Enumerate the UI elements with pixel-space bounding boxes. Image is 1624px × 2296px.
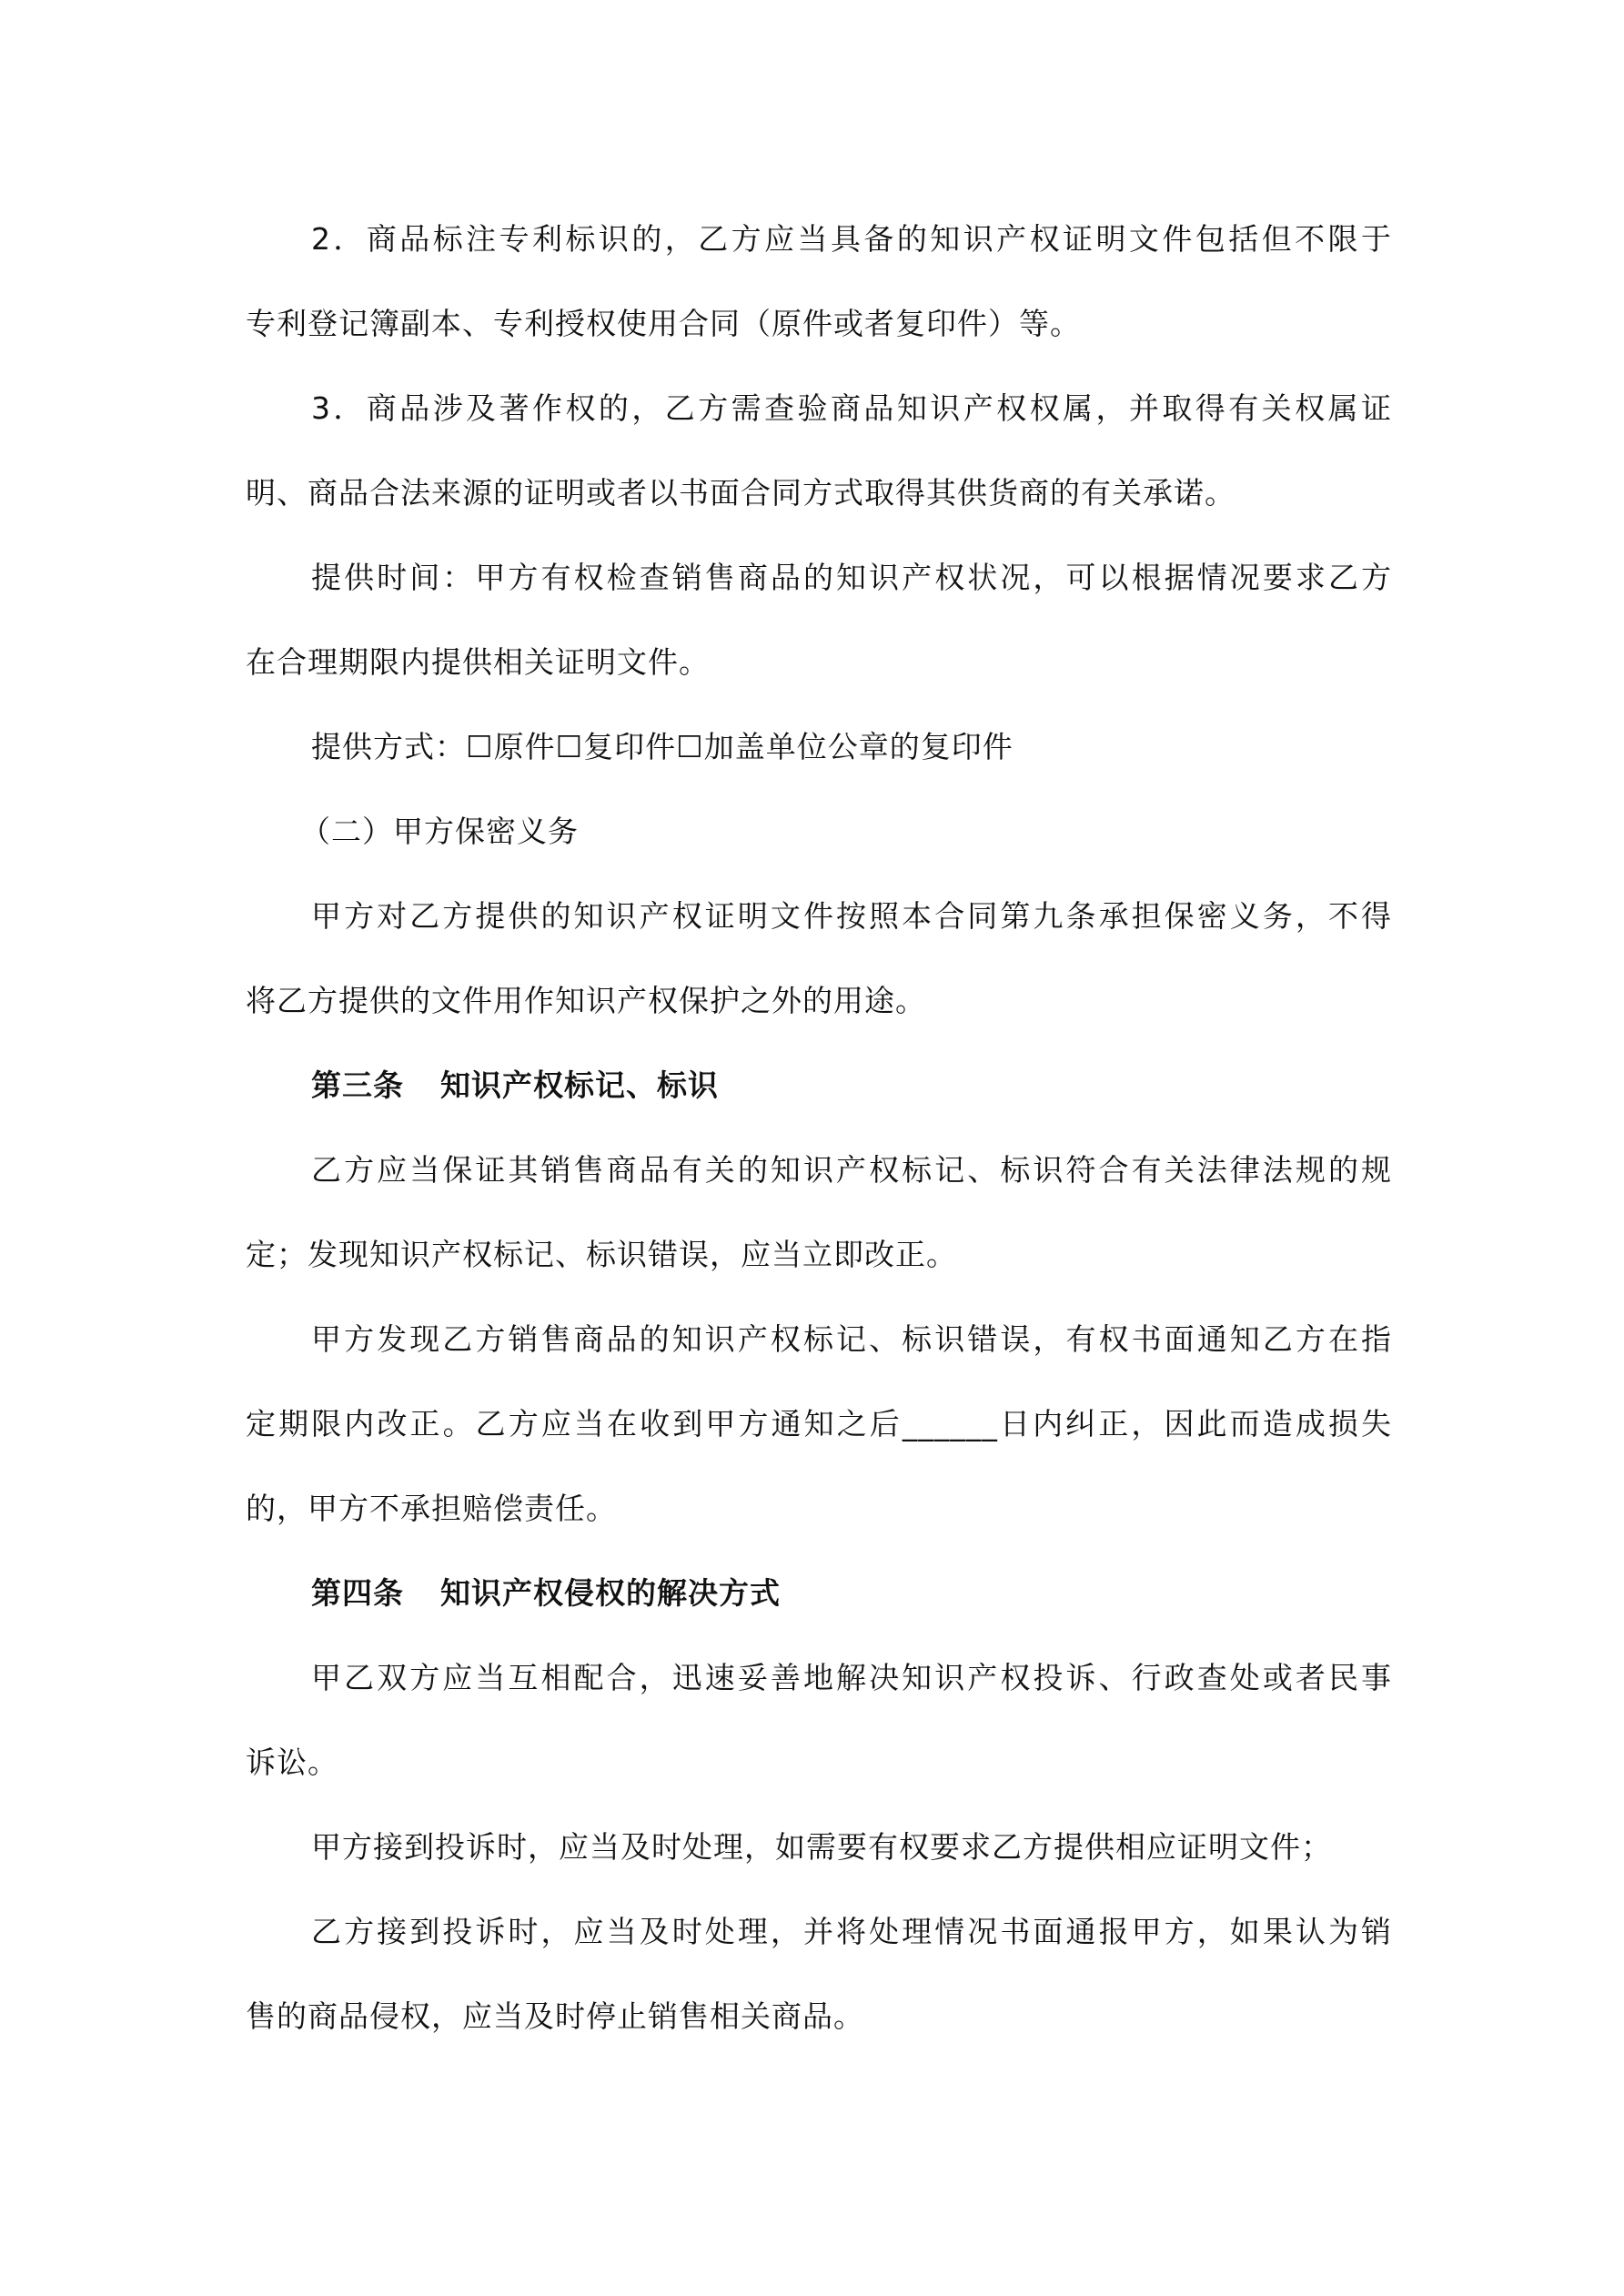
paragraph-line: 提供时间：甲方有权检查销售商品的知识产权状况，可以根据情况要求乙方 [311, 560, 1392, 595]
paragraph-line: 在合理期限内提供相关证明文件。 [246, 644, 710, 680]
paragraph-line: 定期限内改正。乙方应当在收到甲方通知之后______日内纠正，因此而造成损失 [246, 1406, 1392, 1441]
article-number: 第四条 [311, 1575, 404, 1611]
article-title: 知识产权标记、标识 [440, 1067, 719, 1103]
paragraph-line: 乙方接到投诉时，应当及时处理，并将处理情况书面通报甲方，如果认为销 [311, 1914, 1392, 1949]
article-3-heading [311, 1065, 1458, 1107]
paragraph-line: 提供方式：☐原件☐复印件☐加盖单位公章的复印件 [311, 729, 1014, 764]
paragraph-line: 2．商品标注专利标识的，乙方应当具备的知识产权证明文件包括但不限于 [311, 221, 1392, 257]
subsection-heading: （二）甲方保密义务 [300, 814, 579, 849]
paragraph-line: 明、商品合法来源的证明或者以书面合同方式取得其供货商的有关承诺。 [246, 475, 1236, 511]
paragraph-line: 甲方对乙方提供的知识产权证明文件按照本合同第九条承担保密义务，不得 [311, 898, 1392, 934]
paragraph-line: 的，甲方不承担赔偿责任。 [246, 1491, 617, 1526]
paragraph-line: 售的商品侵权，应当及时停止销售相关商品。 [246, 1998, 864, 2034]
paragraph-line: 甲方接到投诉时，应当及时处理，如需要有权要求乙方提供相应证明文件； [311, 1829, 1332, 1865]
paragraph-line: 甲方发现乙方销售商品的知识产权标记、标识错误，有权书面通知乙方在指 [311, 1321, 1392, 1357]
paragraph-line: 乙方应当保证其销售商品有关的知识产权标记、标识符合有关法律法规的规 [311, 1152, 1392, 1188]
article-title: 知识产权侵权的解决方式 [440, 1575, 781, 1611]
paragraph-line: 诉讼。 [246, 1745, 338, 1780]
paragraph-line: 甲乙双方应当互相配合，迅速妥善地解决知识产权投诉、行政查处或者民事 [311, 1660, 1392, 1695]
paragraph-line: 专利登记簿副本、专利授权使用合同（原件或者复印件）等。 [246, 306, 1081, 341]
article-number: 第三条 [311, 1067, 404, 1103]
article-4-heading [311, 1573, 1458, 1614]
paragraph-line: 将乙方提供的文件用作知识产权保护之外的用途。 [246, 983, 926, 1018]
paragraph-line: 3．商品涉及著作权的，乙方需查验商品知识产权权属，并取得有关权属证 [311, 390, 1392, 426]
paragraph-line: 定；发现知识产权标记、标识错误，应当立即改正。 [246, 1237, 957, 1272]
